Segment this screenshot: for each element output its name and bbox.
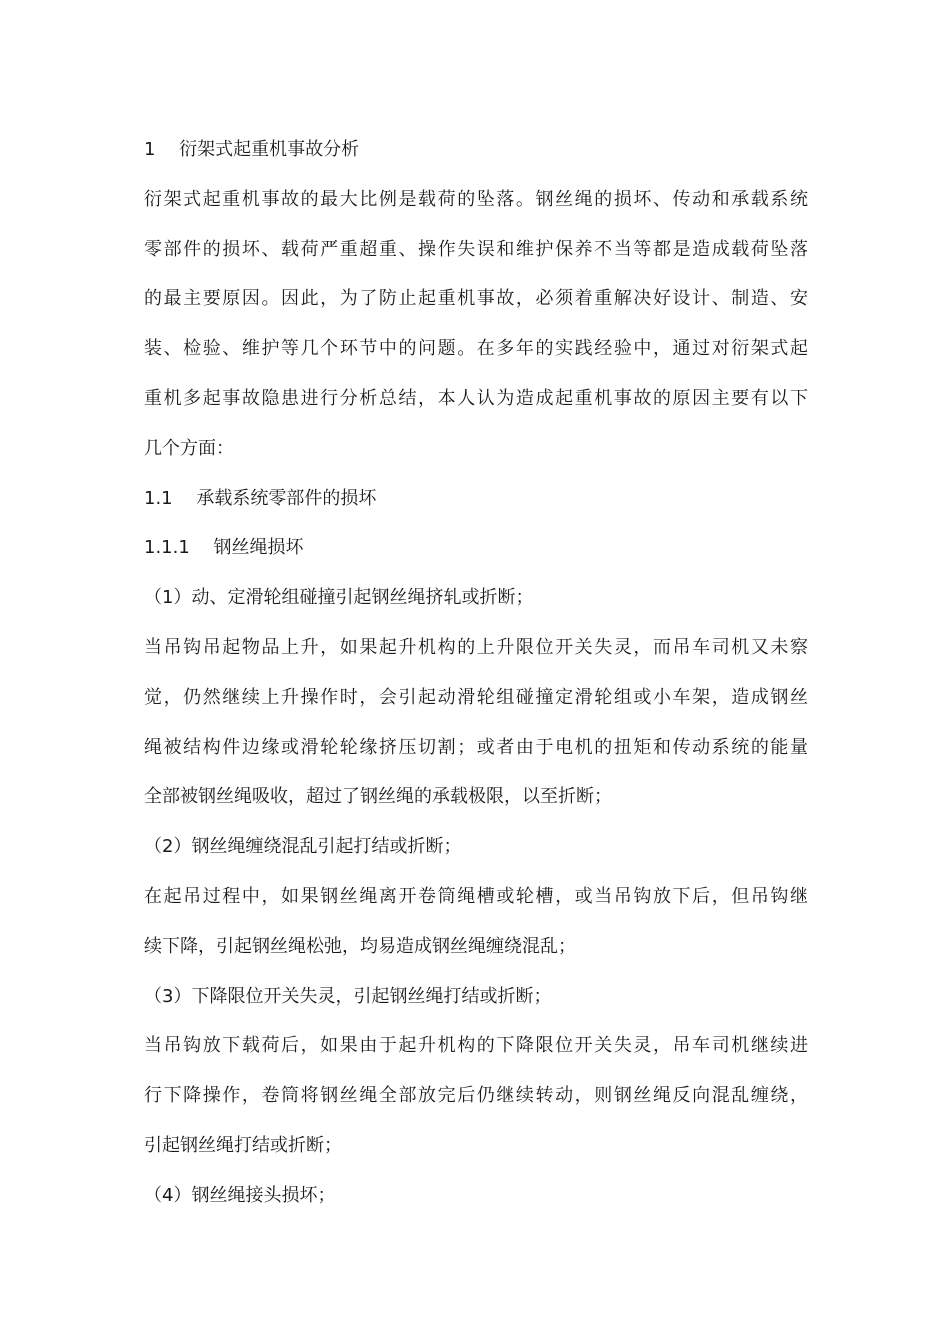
list-item-2: （2）钢丝绳缠绕混乱引起打结或折断； [144, 836, 462, 858]
paragraph-line: 觉，仍然继续上升操作时，会引起动滑轮组碰撞定滑轮组或小车架，造成钢丝 [144, 686, 808, 708]
paragraph-line: 当吊钩放下载荷后，如果由于起升机构的下降限位开关失灵，吊车司机继续进 [144, 1035, 808, 1057]
item-1-paragraph [144, 623, 808, 822]
paragraph-line: 重机多起事故隐患进行分析总结，本人认为造成起重机事故的原因主要有以下 [144, 387, 808, 409]
paragraph-line: 几个方面： [144, 437, 234, 459]
paragraph-line: 装、检验、维护等几个环节中的问题。在多年的实践经验中，通过对衍架式起 [144, 338, 808, 360]
list-item-3: （3）下降限位开关失灵，引起钢丝绳打结或折断； [144, 985, 552, 1007]
list-item-4: （4）钢丝绳接头损坏； [144, 1184, 336, 1206]
list-item-1: （1）动、定滑轮组碰撞引起钢丝绳挤轧或折断； [144, 587, 534, 609]
section-heading-1: 1 衍架式起重机事故分析 [144, 139, 360, 160]
paragraph-line: 引起钢丝绳打结或折断； [144, 1134, 342, 1156]
item-3-paragraph [144, 1021, 808, 1170]
paragraph-line: 在起吊过程中，如果钢丝绳离开卷筒绳槽或轮槽，或当吊钩放下后，但吊钩继 [144, 885, 808, 907]
paragraph-line: 全部被钢丝绳吸收，超过了钢丝绳的承载极限，以至折断； [144, 786, 612, 808]
item-2-paragraph [144, 872, 808, 972]
paragraph-line: 续下降，引起钢丝绳松弛，均易造成钢丝绳缠绕混乱； [144, 935, 576, 957]
paragraph-line: 当吊钩吊起物品上升，如果起升机构的上升限位开关失灵，而吊车司机又未察 [144, 636, 808, 658]
intro-paragraph [144, 175, 808, 474]
paragraph-line: 的最主要原因。因此，为了防止起重机事故，必须着重解决好设计、制造、安 [144, 288, 808, 310]
paragraph-line: 零部件的损坏、载荷严重超重、操作失误和维护保养不当等都是造成载荷坠落 [144, 238, 808, 260]
section-heading-1-1: 1.1 承载系统零部件的损坏 [144, 487, 377, 509]
section-heading-1-1-1: 1.1.1 钢丝绳损坏 [144, 537, 304, 559]
paragraph-line: 行下降操作，卷筒将钢丝绳全部放完后仍继续转动，则钢丝绳反向混乱缠绕， [144, 1085, 808, 1107]
paragraph-line: 绳被结构件边缘或滑轮轮缘挤压切割；或者由于电机的扭矩和传动系统的能量 [144, 736, 808, 758]
document-body [144, 125, 808, 1221]
paragraph-line: 衍架式起重机事故的最大比例是载荷的坠落。钢丝绳的损坏、传动和承载系统 [144, 188, 808, 210]
